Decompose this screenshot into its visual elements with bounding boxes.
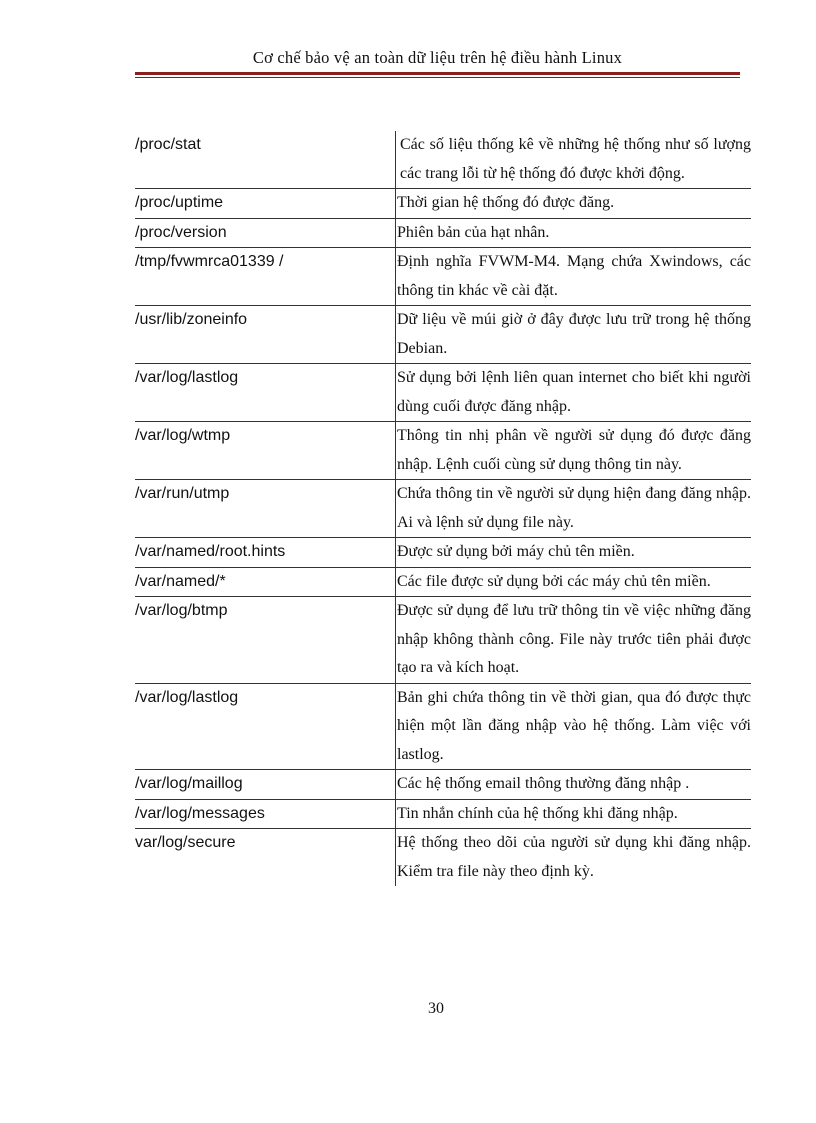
table-row: [135, 770, 751, 800]
file-path-cell: /usr/lib/zoneinfo: [135, 306, 396, 364]
description-cell: Tin nhắn chính của hệ thống khi đăng nhập.: [396, 799, 752, 829]
header-title: Cơ chế bảo vệ an toàn dữ liệu trên hệ điều hành Linux: [252, 48, 623, 67]
description-cell: Phiên bản của hạt nhân.: [396, 218, 752, 248]
file-path-cell: /var/log/maillog: [135, 770, 396, 800]
table-row: [135, 306, 751, 364]
file-path-cell: /tmp/fvwmrca01339 /: [135, 248, 396, 306]
file-description-table: [135, 131, 751, 886]
table-row: [135, 218, 751, 248]
file-path-cell: /var/run/utmp: [135, 480, 396, 538]
file-path-cell: /var/log/lastlog: [135, 683, 396, 770]
file-path-cell: /var/named/*: [135, 567, 396, 597]
table-row: [135, 364, 751, 422]
file-path-cell: /proc/version: [135, 218, 396, 248]
file-path-cell: /var/log/messages: [135, 799, 396, 829]
file-path-cell: var/log/secure: [135, 834, 236, 851]
table-row: [135, 480, 751, 538]
description-cell: Được sử dụng để lưu trữ thông tin về việc những đăng nhập không thành công. File này trước tiên phải được tạo ra và kích hoạt.: [396, 597, 752, 684]
file-path-cell: /proc/uptime: [135, 189, 396, 219]
table-row: [135, 567, 751, 597]
table-row: [135, 189, 751, 219]
description-cell: Chứa thông tin về người sử dụng hiện đang đăng nhập. Ai và lệnh sử dụng file này.: [396, 480, 752, 538]
description-cell: Bản ghi chứa thông tin về thời gian, qua đó được thực hiện một lần đăng nhập vào hệ thống. Làm việc với lastlog.: [396, 683, 752, 770]
table-row: [135, 538, 751, 568]
description-cell: Các số liệu thống kê về những hệ thống như số lượng các trang lỗi từ hệ thống đó được khởi động.: [396, 131, 752, 189]
description-cell: Thời gian hệ thống đó được đăng.: [396, 189, 752, 219]
description-cell: Định nghĩa FVWM-M4. Mạng chứa Xwindows, các thông tin khác về cài đặt.: [396, 248, 752, 306]
file-path-cell: /var/log/btmp: [135, 597, 396, 684]
table-row: [135, 131, 751, 189]
description-cell: Thông tin nhị phân về người sử dụng đó được đăng nhập. Lệnh cuối cùng sử dụng thông tin này.: [396, 422, 752, 480]
description-cell: Các hệ thống email thông thường đăng nhập .: [396, 770, 752, 800]
table-row: [135, 683, 751, 770]
table-row: [135, 597, 751, 684]
description-cell: Sử dụng bởi lệnh liên quan internet cho biết khi người dùng cuối được đăng nhập.: [396, 364, 752, 422]
table-row: [135, 422, 751, 480]
description-cell: Được sử dụng bởi máy chủ tên miền.: [396, 538, 752, 568]
header-rule-thin: [135, 77, 740, 78]
description-cell: Hệ thống theo dõi của người sử dụng khi đăng nhập. Kiểm tra file này theo định kỳ.: [396, 829, 752, 887]
file-path-cell: /var/named/root.hints: [135, 538, 396, 568]
file-path-cell: /var/log/wtmp: [135, 422, 396, 480]
description-cell: Dữ liệu về múi giờ ở đây được lưu trữ trong hệ thống Debian.: [396, 306, 752, 364]
file-path-cell: /proc/stat: [135, 131, 396, 189]
table-row: [135, 829, 751, 887]
page-number: 30: [428, 1000, 444, 1017]
table-row: [135, 799, 751, 829]
description-cell: Các file được sử dụng bởi các máy chủ tên miền.: [396, 567, 752, 597]
file-path-cell: /var/log/lastlog: [135, 364, 396, 422]
table-row: [135, 248, 751, 306]
header-rule-thick: [135, 72, 740, 75]
